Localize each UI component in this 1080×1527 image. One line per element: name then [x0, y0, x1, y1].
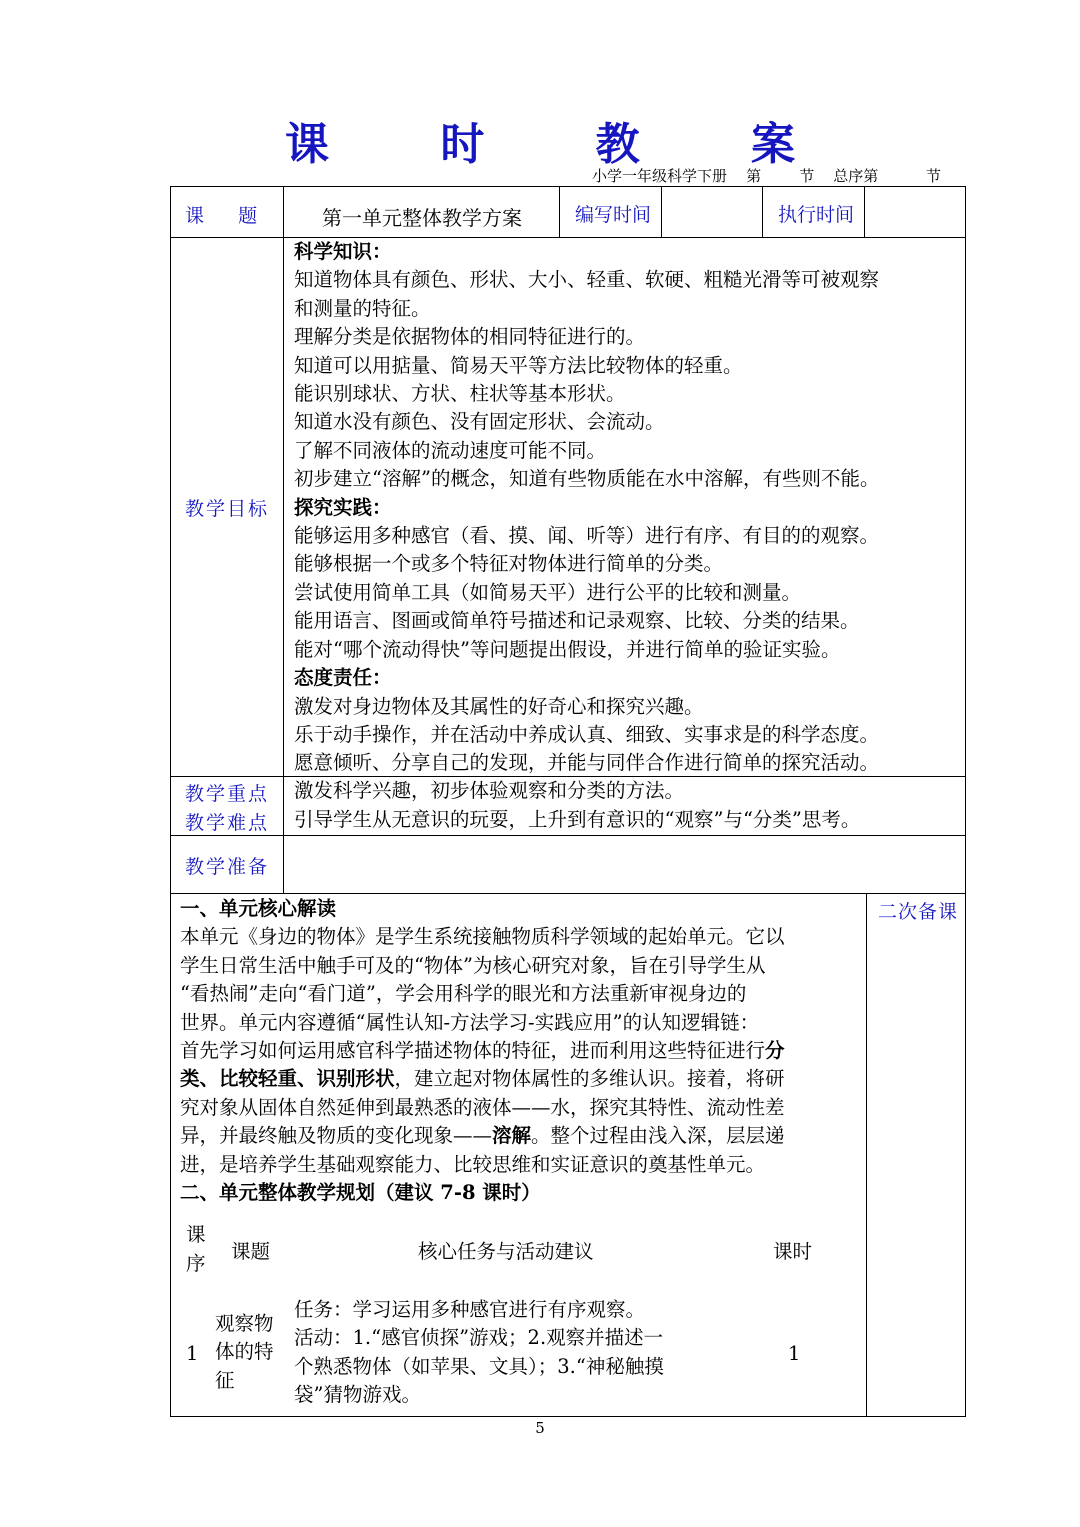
prep-label: 教学准备: [185, 856, 270, 878]
goal-item: 知道物体具有颜色、形状、大小、轻重、软硬、粗糙光滑等可被观察: [294, 268, 880, 292]
topic-label: 课 题: [185, 205, 260, 227]
goal-item: 和测量的特征。: [294, 296, 431, 320]
page-title: 课 时 教 案: [285, 119, 843, 170]
col-divider: [559, 186, 560, 237]
difficulty-text: 引导学生从无意识的玩耍，上升到有意识的“观察”与“分类”思考。: [294, 808, 861, 831]
section1-line: [180, 1122, 860, 1150]
row-topic-line: 观察物: [215, 1312, 274, 1335]
section1-line: 学生日常生活中触手可及的“物体”为核心研究对象，旨在引导学生从: [180, 953, 766, 977]
row-hours: 1: [788, 1342, 801, 1365]
section1-bold: 分: [765, 1039, 785, 1063]
goal-heading: 态度责任：: [294, 666, 392, 690]
lesson-info-line: 小学一年级科学下册 第 节 总序第 节: [592, 167, 941, 185]
section1-line: 究对象从固体自然延伸到最熟悉的液体——水，探究其特性、流动性差: [180, 1095, 785, 1119]
page-number: 5: [535, 1419, 545, 1437]
goal-item: 理解分类是依据物体的相同特征进行的。: [294, 325, 646, 349]
section1-line: 进，是培养学生基础观察能力、比较思维和实证意识的奠基性单元。: [180, 1152, 766, 1176]
key-points: [294, 776, 974, 834]
goal-item: 知道水没有颜色、没有固定形状、会流动。: [294, 410, 665, 434]
col-order-text: 课序: [186, 1223, 206, 1275]
goal-heading: 科学知识：: [294, 240, 392, 263]
row-topic: [215, 1310, 285, 1395]
row-topic-line: 征: [215, 1368, 235, 1392]
section2-heading: 二、单元整体教学规划（建议 7-8 课时）: [180, 1181, 541, 1205]
section1-heading: 一、单元核心解读: [180, 897, 337, 920]
section1-line-text: 。整个过程由浅入深，层层递: [531, 1124, 785, 1148]
goal-item: 能够根据一个或多个特征对物体进行简单的分类。: [294, 552, 724, 576]
goal-item: 激发对身边物体及其属性的好奇心和探究兴趣。: [294, 694, 704, 718]
col-hours-header: 课时: [773, 1240, 813, 1263]
col-divider: [864, 186, 865, 237]
row-task-line: 活动：1.“感官侦探”游戏；2.观察并描述一: [294, 1326, 664, 1350]
goal-heading: 探究实践：: [294, 495, 392, 519]
col-divider: [866, 893, 867, 1417]
row-task-line: 个熟悉物体（如苹果、文具）；3.“神秘触摸: [294, 1354, 664, 1378]
goal-item: 知道可以用掂量、简易天平等方法比较物体的轻重。: [294, 353, 743, 377]
section1-line: “看热闹”走向“看门道”，学会用科学的眼光和方法重新审视身边的: [180, 982, 747, 1006]
goal-item: 初步建立“溶解”的概念，知道有些物质能在水中溶解，有些则不能。: [294, 467, 880, 491]
write-time-label: 编写时间: [575, 204, 652, 226]
goal-item: 能够运用多种感官（看、摸、闻、听等）进行有序、有目的的观察。: [294, 524, 880, 548]
key-point-label: 教学重点: [185, 783, 270, 805]
col-order-header: [186, 1220, 210, 1278]
section1-bold: 溶解: [492, 1124, 532, 1148]
difficulty-label: 教学难点: [185, 812, 270, 834]
goal-item: 能对“哪个流动得快”等问题提出假设，并进行简单的验证实验。: [294, 637, 841, 661]
section1-line: [180, 1037, 860, 1065]
topic-value: 第一单元整体教学方案: [322, 206, 522, 230]
section1-bold: 类、比较轻重、识别形状: [180, 1067, 395, 1091]
row-order: 1: [186, 1342, 199, 1365]
goal-item: 能识别球状、方状、柱状等基本形状。: [294, 382, 626, 406]
section1-line-text: ，建立起对物体属性的多维认识。接着，将研: [394, 1067, 785, 1091]
section1-line-text: 异，并最终触及物质的变化现象——: [180, 1124, 493, 1148]
row-task-line: 袋”猜物游戏。: [294, 1383, 421, 1407]
section1-line: 世界。单元内容遵循“属性认知-方法学习-实践应用”的认知逻辑链：: [180, 1010, 760, 1034]
goals-label: 教学目标: [185, 498, 270, 520]
row-topic-line: 体的特: [215, 1340, 274, 1364]
col-topic-header: 课题: [231, 1240, 271, 1263]
goal-item: 愿意倾听、分享自己的发现，并能与同伴合作进行简单的探究活动。: [294, 751, 880, 775]
section1-line-text: 首先学习如何运用感官科学描述物体的特征，进而利用这些特征进行: [180, 1039, 766, 1063]
row-task: [294, 1296, 744, 1410]
second-prep-label: 二次备课: [878, 901, 959, 923]
goal-item: 尝试使用简单工具（如简易天平）进行公平的比较和测量。: [294, 580, 802, 604]
row-task-line: 任务：学习运用多种感官进行有序观察。: [294, 1298, 646, 1321]
goal-item: 了解不同液体的流动速度可能不同。: [294, 438, 607, 462]
goal-item: 能用语言、图画或简单符号描述和记录观察、比较、分类的结果。: [294, 609, 860, 633]
col-divider: [661, 186, 662, 237]
section1-line: 本单元《身边的物体》是学生系统接触物质科学领域的起始单元。它以: [180, 925, 785, 949]
key-point-text: 激发科学兴趣，初步体验观察和分类的方法。: [294, 779, 685, 802]
row-divider: [170, 893, 966, 894]
col-task-header: 核心任务与活动建议: [418, 1240, 594, 1263]
col-divider: [762, 186, 763, 237]
exec-time-label: 执行时间: [778, 204, 855, 226]
goal-item: 乐于动手操作，并在活动中养成认真、细致、实事求是的科学态度。: [294, 722, 880, 746]
unit-interpretation: [180, 895, 860, 1207]
section1-line: [180, 1065, 860, 1093]
col-divider: [283, 186, 284, 893]
teaching-goals: [294, 238, 974, 778]
row-divider: [170, 835, 966, 836]
